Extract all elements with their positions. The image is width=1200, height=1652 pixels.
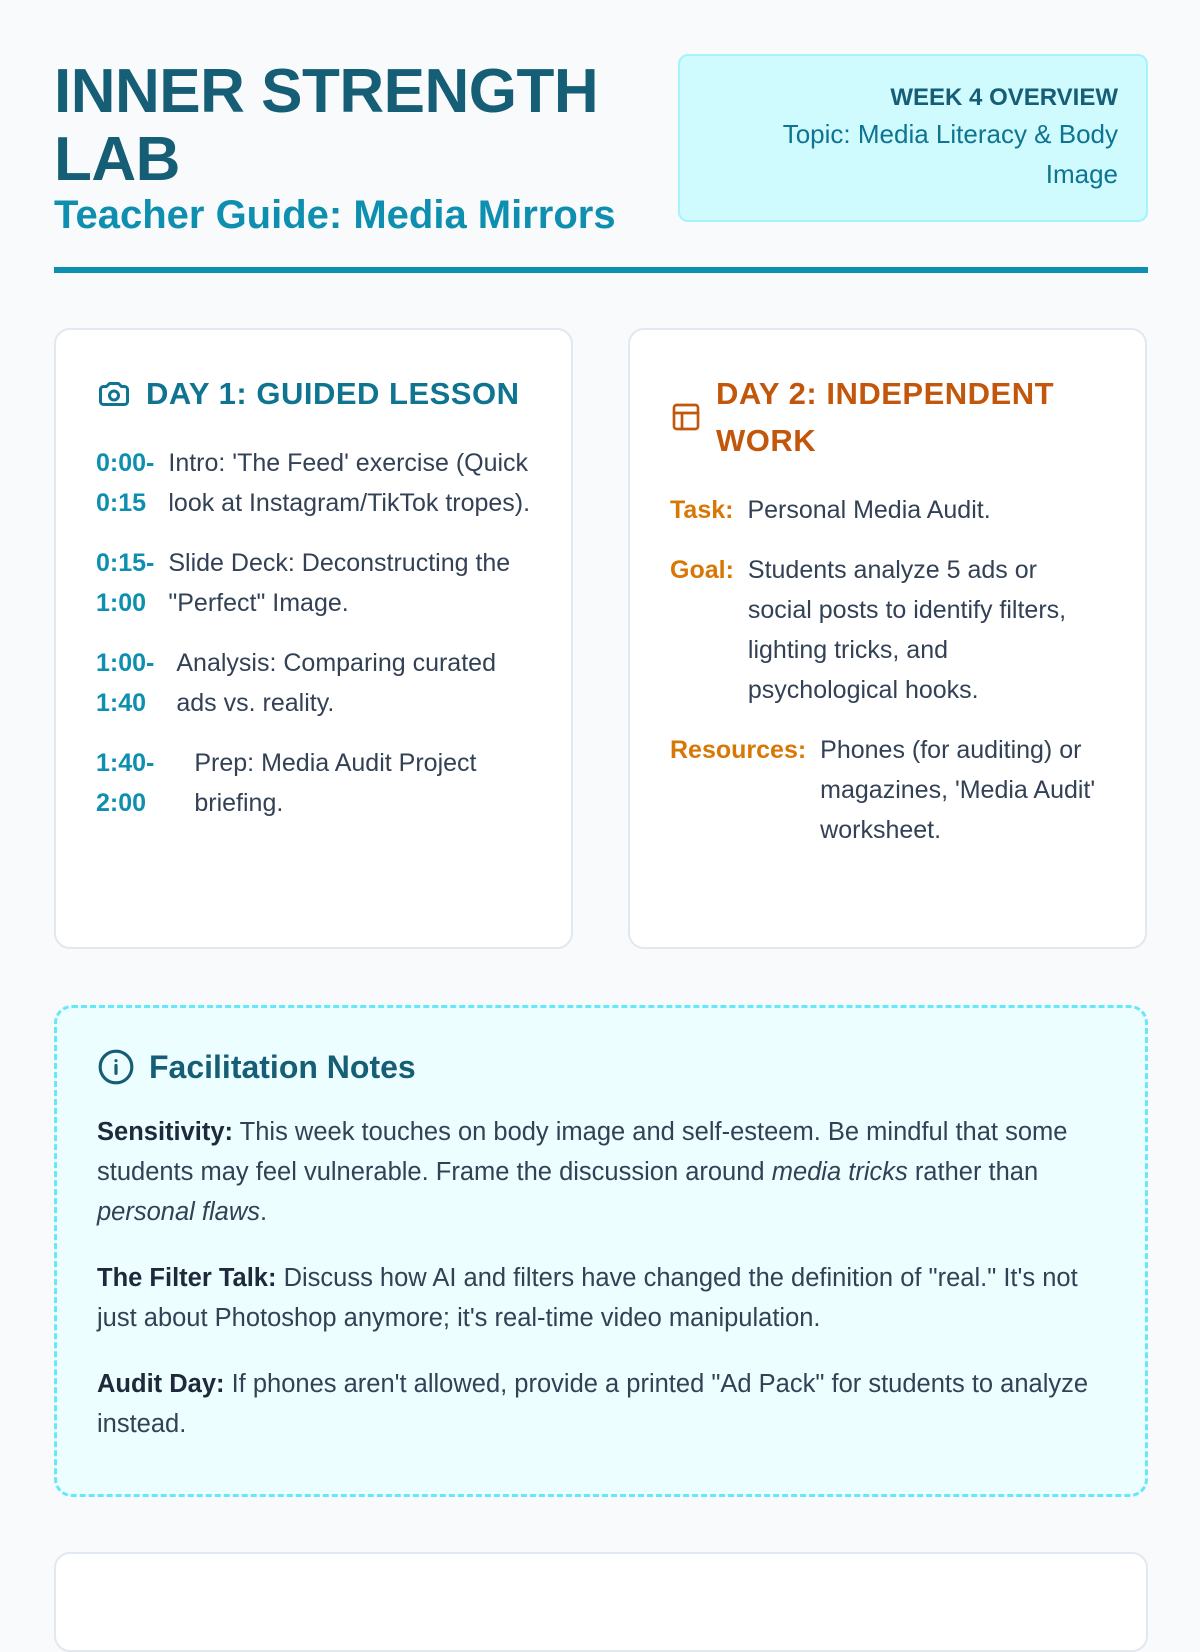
note-text: If phones aren't allowed, provide a printed "Ad Pack" for students to analyze instead. xyxy=(97,1370,1089,1438)
notes-title: Facilitation Notes xyxy=(149,1048,416,1085)
day2-title: DAY 2: INDEPENDENT WORK xyxy=(716,376,1055,458)
day1-card xyxy=(54,328,573,949)
note-emphasis: personal flaws xyxy=(97,1198,260,1226)
day1-title: DAY 1: GUIDED LESSON xyxy=(146,376,520,411)
item-text: Personal Media Audit. xyxy=(747,496,991,524)
note-label: Sensitivity: xyxy=(97,1118,234,1146)
resources-item xyxy=(670,730,1105,850)
schedule-time: 0:00- 0:15 xyxy=(96,449,155,517)
schedule-item xyxy=(96,643,531,723)
item-label: Goal: xyxy=(670,556,734,584)
page-subtitle: Teacher Guide: Media Mirrors xyxy=(54,193,616,237)
schedule-item xyxy=(96,543,531,623)
note-emphasis: media tricks xyxy=(771,1158,908,1186)
camera-icon xyxy=(96,376,132,412)
week-overview-box xyxy=(678,54,1148,222)
note-text: Discuss how AI and filters have changed the definition of "real." It's not just about Photoshop anymore; it's real-time video manipulation. xyxy=(97,1264,1078,1332)
note-text: . xyxy=(260,1198,268,1226)
task-item xyxy=(670,490,1105,530)
page-title: INNER STRENGTH LAB xyxy=(54,57,599,194)
schedule-item xyxy=(96,443,531,523)
notes-heading xyxy=(97,1048,1105,1086)
schedule-time: 1:40- 2:00 xyxy=(96,749,155,817)
page-header xyxy=(54,54,1148,274)
item-label: Task: xyxy=(670,496,734,524)
week-label: WEEK 4 OVERVIEW xyxy=(890,84,1118,111)
info-icon xyxy=(97,1048,135,1086)
day2-heading xyxy=(670,370,1105,464)
item-label: Resources: xyxy=(670,736,807,764)
schedule-text: Prep: Media Audit Project briefing. xyxy=(194,749,477,817)
note-filter-talk xyxy=(97,1258,1105,1338)
day2-card xyxy=(628,328,1147,949)
schedule-text: Slide Deck: Deconstructing the "Perfect" Image. xyxy=(168,549,511,617)
note-sensitivity xyxy=(97,1112,1105,1232)
note-audit-day xyxy=(97,1364,1105,1444)
item-text: Students analyze 5 ads or social posts to identify filters, lighting tricks, and psychological hooks. xyxy=(747,556,1067,704)
schedule-text: Analysis: Comparing curated ads vs. reality. xyxy=(176,649,496,717)
header-divider xyxy=(54,267,1148,273)
schedule-text: Intro: 'The Feed' exercise (Quick look at Instagram/TikTok tropes). xyxy=(168,449,531,517)
layout-icon xyxy=(670,401,702,433)
note-text: This week touches on body image and self-esteem. Be mindful that some students may feel vulnerable. Frame the discussion around xyxy=(97,1118,1068,1186)
schedule-time: 1:00- 1:40 xyxy=(96,649,155,717)
facilitation-notes xyxy=(54,1005,1148,1497)
next-section-card xyxy=(54,1552,1148,1652)
goal-item xyxy=(670,550,1105,710)
note-text: rather than xyxy=(907,1158,1039,1186)
schedule-time: 0:15- 1:00 xyxy=(96,549,155,617)
day1-heading xyxy=(96,370,531,417)
schedule-item xyxy=(96,743,531,823)
note-label: The Filter Talk: xyxy=(97,1264,277,1292)
item-text: Phones (for auditing) or magazines, 'Media Audit' worksheet. xyxy=(820,736,1096,844)
week-topic: Topic: Media Literacy & Body Image xyxy=(782,119,1118,189)
note-label: Audit Day: xyxy=(97,1370,225,1398)
